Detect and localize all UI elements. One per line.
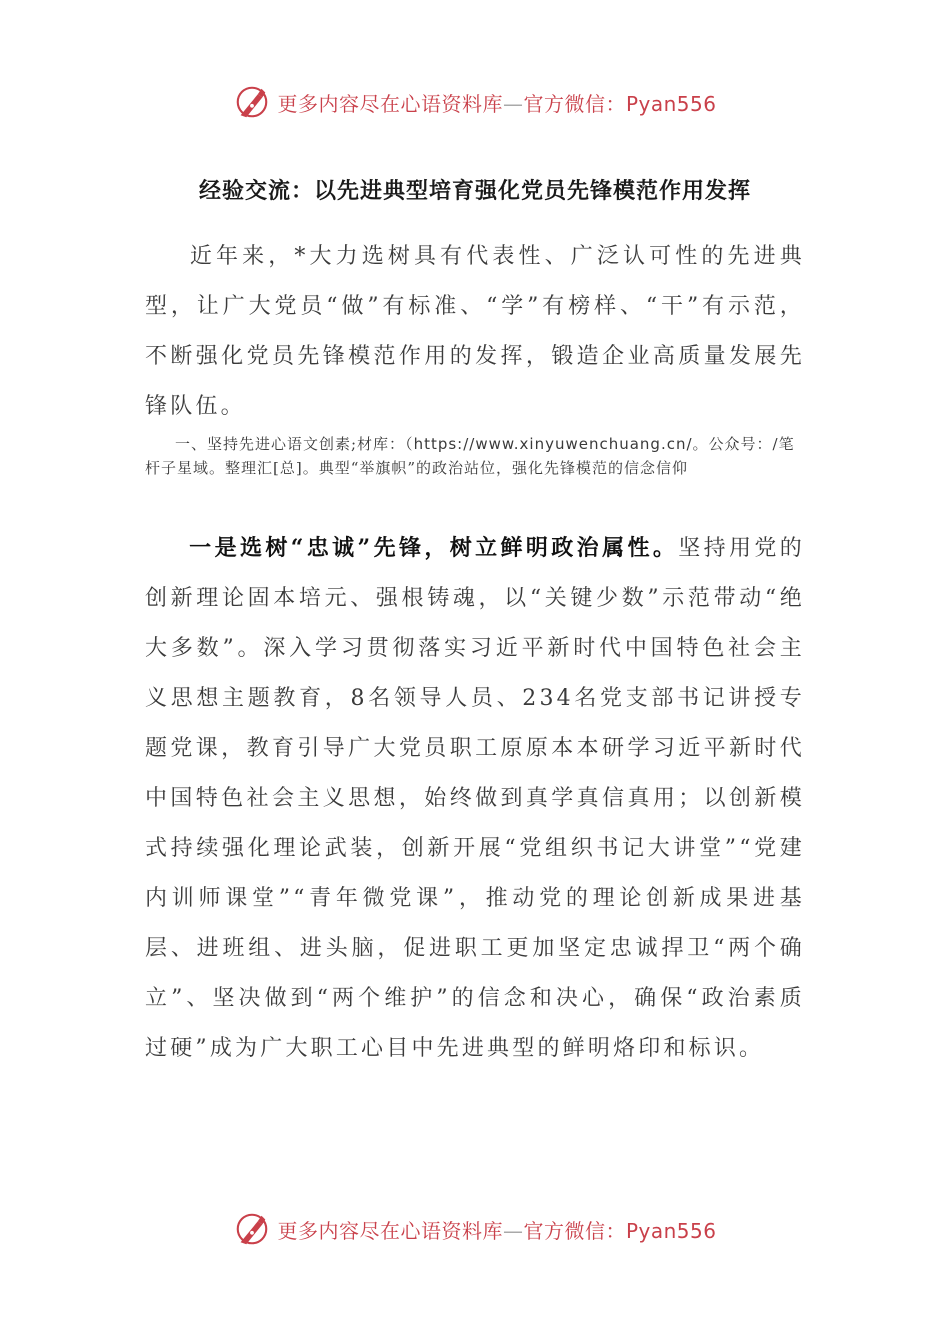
- body-lead-sentence: 一是选树“忠诚”先锋，树立鲜明政治属性。: [189, 535, 679, 561]
- banner-text: [277, 88, 716, 117]
- banner-wechat-text: 官方微信：Pyan556: [523, 1218, 717, 1243]
- footer-banner: [0, 1207, 950, 1251]
- intro-paragraph: [145, 232, 805, 432]
- header-banner: [0, 80, 950, 124]
- pen-nib-circle-icon: [233, 83, 271, 121]
- banner-dash: —: [502, 91, 524, 116]
- section-heading: [145, 432, 810, 480]
- body-paragraph: [145, 523, 805, 1074]
- document-title: 经验交流：以先进典型培育强化党员先锋模范作用发挥: [198, 178, 751, 204]
- banner-dash: —: [502, 1218, 524, 1243]
- banner-wechat-text: 官方微信：Pyan556: [523, 91, 717, 116]
- section-heading-part2: 。公众号：/笔杆子星域。整理汇[总]。典型“举旗帜”的政治站位，强化先锋模范的信念信仰: [145, 435, 795, 477]
- pen-nib-circle-icon: [233, 1210, 271, 1248]
- banner-text: [277, 1215, 716, 1244]
- section-heading-part1: 一、坚持先进心语文创素;材库：（: [175, 435, 414, 453]
- banner-main-text: 更多内容尽在心语资料库: [277, 1218, 503, 1243]
- intro-text: 近年来，*大力选树具有代表性、广泛认可性的先进典型，让广大党员“做”有标准、“学”有榜样、“干”有示范，不断强化党员先锋模范作用的发挥，锻造企业高质量发展先锋队伍。: [145, 244, 805, 419]
- banner-main-text: 更多内容尽在心语资料库: [277, 91, 503, 116]
- section-heading-url: https://www.xinyuwenchuang.cn/: [413, 435, 693, 453]
- body-text: 坚持用党的创新理论固本培元、强根铸魂，以“关键少数”示范带动“绝大多数”。深入学习贯彻落实习近平新时代中国特色社会主义思想主题教育，8名领导人员、234名党支部书记讲授专题党课，教育引导广大党员职工原原本本研学习近平新时代中国特色社会主义思想，始终做到真学真信真用；以创新模式持续强化理论武装，创新开展“党组织书记大讲堂”“党建内训师课堂”“青年微党课”，推动党的理论创新成果进基层、进班组、进头脑，促进职工更加坚定忠诚捍卫“两个确立”、坚决做到“两个维护”的信念和决心，确保“政治素质过硬”成为广大职工心目中先进典型的鲜明烙印和标识。: [145, 536, 805, 1061]
